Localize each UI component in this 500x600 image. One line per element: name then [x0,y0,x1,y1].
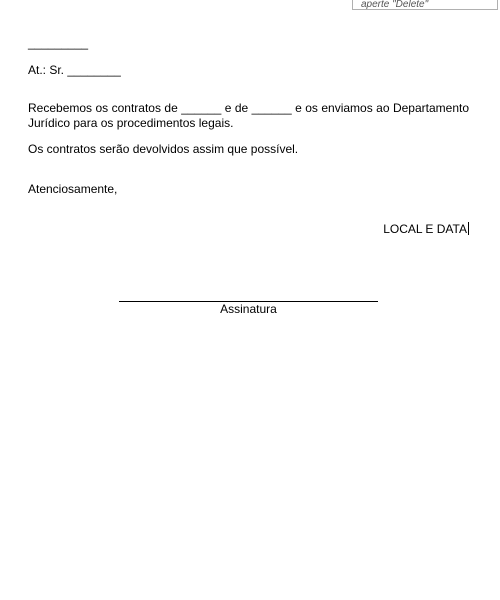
body-paragraph-contracts: Recebemos os contratos de ______ e de ______ e os enviamos ao Departamento Jurídico para os procedimentos legais. [28,101,469,130]
delete-hint-tooltip: aperte "Delete" [352,0,498,10]
attention-line: At.: Sr. ________ [28,63,121,77]
text-cursor [468,222,469,235]
signature-label: Assinatura [220,302,277,316]
closing-text: Atenciosamente, [28,182,118,196]
place-date-text: LOCAL E DATA [383,222,467,236]
top-blank-line: _________ [28,36,89,50]
body-paragraph-return: Os contratos serão devolvidos assim que possível. [28,142,299,156]
place-date-field[interactable] [383,222,469,236]
